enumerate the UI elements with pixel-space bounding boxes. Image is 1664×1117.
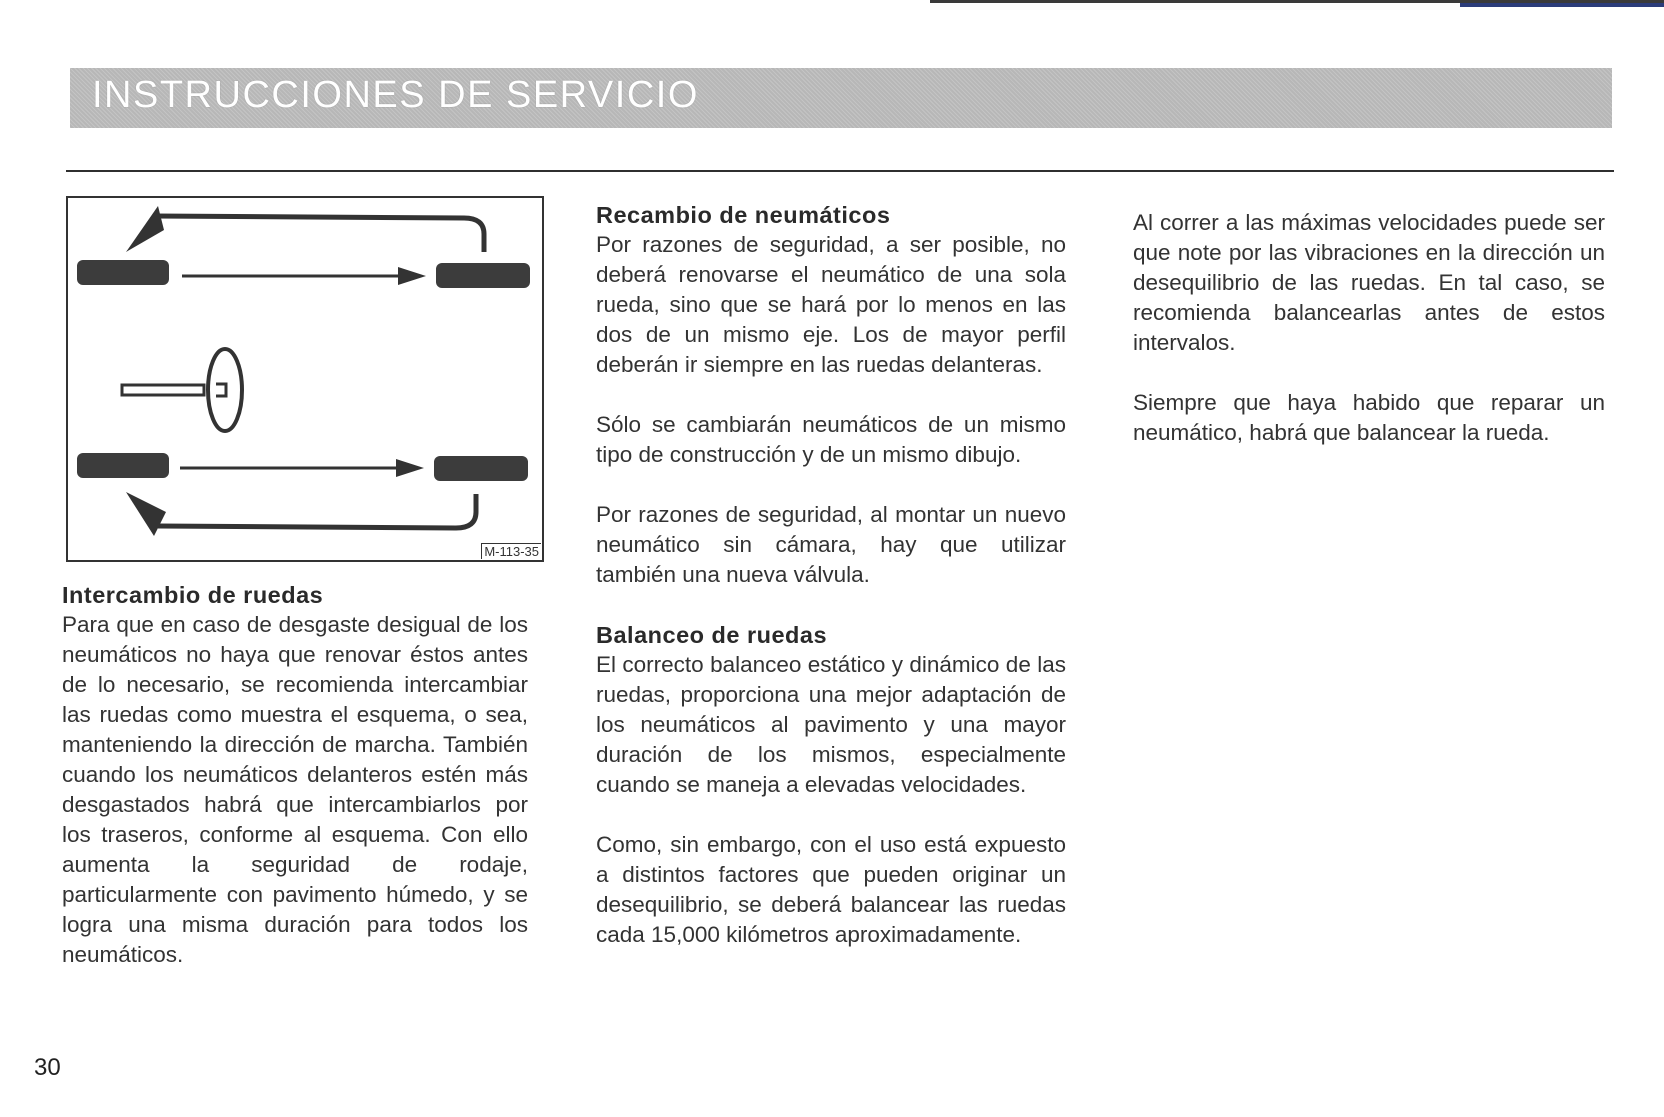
- front-right-tire-icon: [436, 263, 530, 288]
- figure-label: M-113-35: [481, 543, 541, 559]
- tire-rotation-svg: [66, 196, 544, 562]
- top-edge-accent: [1460, 3, 1664, 7]
- paragraph-intercambio: Para que en caso de desgaste desigual de los neumáticos no haya que renovar éstos antes de lo necesario, se recomienda intercambiar las ruedas como muestra el esquema, o sea, manteniendo la dirección de marcha. También cuando los neumáticos delanteros estén más desgastados habrá que intercambiarlos por los traseros, conforme al esquema. Con ello aumenta la seguridad de rodaje, particularmente con pavimento húmedo, y se logra una misma duración para todos los neumáticos.: [62, 612, 528, 967]
- paragraph-recambio-1: Por razones de seguridad, a ser posible, no deberá renovarse el neumático de una sola rueda, sino que se hará por lo menos en las dos de un mismo eje. Los de mayor perfil deberán ir siempre en las ruedas delanteras.: [596, 232, 1066, 377]
- section-heading-intercambio: Intercambio de ruedas: [62, 582, 324, 608]
- column-right: [1133, 208, 1605, 478]
- paragraph-recambio-3: Por razones de seguridad, al montar un nuevo neumático sin cámara, hay que utilizar también una nueva válvula.: [596, 502, 1066, 587]
- paragraph-reparar: Siempre que haya habido que reparar un neumático, habrá que balancear la rueda.: [1133, 390, 1605, 445]
- section-heading-recambio: Recambio de neumáticos: [596, 202, 891, 228]
- page-number: 30: [34, 1054, 61, 1081]
- front-left-tire-icon: [77, 260, 169, 285]
- paragraph-recambio-2: Sólo se cambiarán neumáticos de un mismo tipo de construcción y de un mismo dibujo.: [596, 412, 1066, 467]
- tire-rotation-diagram: [66, 196, 544, 562]
- title-bar: [70, 68, 1612, 128]
- column-middle: [596, 200, 1066, 980]
- paragraph-balanceo-2: Como, sin embargo, con el uso está expuesto a distintos factores que pueden originar un desequilibrio, se deberá balancear las ruedas cada 15,000 kilómetros aproximadamente.: [596, 832, 1066, 947]
- header-divider: [66, 170, 1614, 172]
- page-title: INSTRUCCIONES DE SERVICIO: [92, 74, 699, 116]
- column-left: [62, 580, 528, 1000]
- rear-right-tire-icon: [434, 456, 528, 481]
- section-heading-balanceo: Balanceo de ruedas: [596, 622, 828, 648]
- paragraph-vibraciones: Al correr a las máximas velocidades puede ser que note por las vibraciones en la dirección un desequilibrio de las ruedas. En tal caso, se recomienda balancearlas antes de estos intervalos.: [1133, 210, 1605, 355]
- paragraph-balanceo-1: El correcto balanceo estático y dinámico de las ruedas, proporciona una mejor adaptación de los neumáticos al pavimento y una mayor duración de los mismos, especialmente cuando se maneja a elevadas velocidades.: [596, 652, 1066, 797]
- rear-left-tire-icon: [77, 453, 169, 478]
